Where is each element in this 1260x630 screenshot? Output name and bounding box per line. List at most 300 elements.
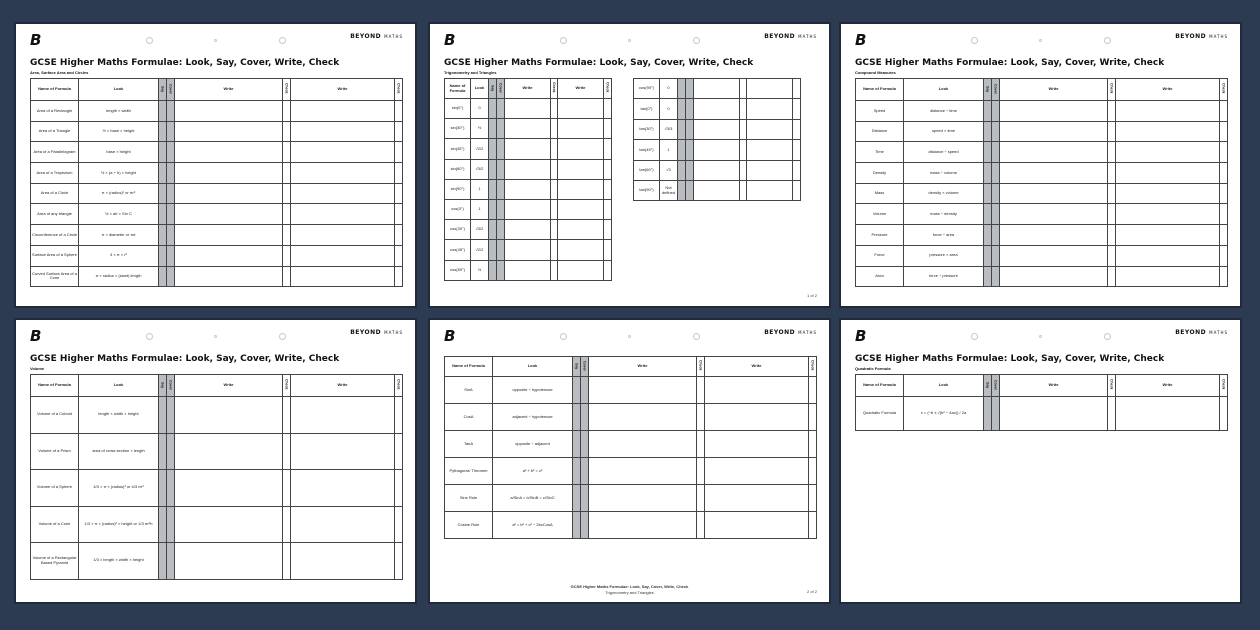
check-cell[interactable]	[697, 377, 705, 404]
write-cell-2[interactable]	[291, 245, 395, 266]
check-cell[interactable]	[551, 99, 558, 119]
brand-name: BEYOND	[1175, 329, 1207, 336]
header-say	[489, 79, 497, 99]
check-cell[interactable]	[1108, 204, 1116, 225]
write-cell[interactable]	[175, 163, 283, 184]
header-say-label: Say	[160, 381, 165, 388]
check-cell-2[interactable]	[1220, 121, 1228, 142]
check-cell-2[interactable]	[1220, 163, 1228, 184]
formula-name: Pressure	[856, 225, 904, 246]
write-cell-2[interactable]	[291, 101, 395, 122]
write-cell-2[interactable]	[705, 458, 809, 485]
check-cell[interactable]	[551, 159, 558, 179]
check-cell-2[interactable]	[1220, 204, 1228, 225]
write-cell-2[interactable]	[747, 140, 793, 160]
check-cell-2[interactable]	[1220, 225, 1228, 246]
header-check-2	[395, 375, 403, 397]
formula-look: π × diameter or πd	[79, 225, 159, 246]
check-cell-2[interactable]	[395, 397, 403, 434]
say-cell	[573, 485, 581, 512]
write-cell[interactable]	[1000, 121, 1108, 142]
check-cell-2[interactable]	[604, 119, 612, 139]
header-name	[856, 375, 904, 397]
formula-name: cos(30°)	[445, 220, 471, 240]
header-check-2-label: Check	[1221, 83, 1226, 94]
check-cell-2[interactable]	[793, 160, 801, 180]
header-write-label: Write	[1048, 382, 1059, 388]
write-cell[interactable]	[589, 404, 697, 431]
formula-name: cos(45°)	[445, 240, 471, 260]
write-cell[interactable]	[694, 79, 740, 99]
write-cell[interactable]	[694, 160, 740, 180]
header-name-label: Name of Formula	[863, 86, 896, 92]
write-cell[interactable]	[694, 140, 740, 160]
check-cell[interactable]	[283, 163, 291, 184]
check-cell-2[interactable]	[604, 260, 612, 280]
write-cell-2[interactable]	[1116, 245, 1220, 266]
write-cell-2[interactable]	[558, 220, 604, 240]
page-number: 1 of 2	[806, 293, 817, 298]
formula-look: base × height	[79, 142, 159, 163]
table-header-row	[445, 357, 817, 377]
check-cell-2[interactable]	[1220, 183, 1228, 204]
check-cell-2[interactable]	[1220, 142, 1228, 163]
formula-look: distance ÷ time	[904, 101, 984, 122]
write-cell[interactable]	[175, 506, 283, 543]
footer-title: GCSE Higher Maths Formulae: Look, Say, Cover, Write, Check	[570, 584, 689, 589]
formula-look: 0	[660, 79, 678, 99]
formula-name: Pythagoras' Theorem	[445, 458, 493, 485]
write-cell[interactable]	[589, 377, 697, 404]
write-cell[interactable]	[175, 225, 283, 246]
say-cell	[984, 101, 992, 122]
formula-look: ½ × ab × Sin C	[79, 204, 159, 225]
header-look-label: Look	[113, 382, 124, 388]
check-cell[interactable]	[1108, 397, 1116, 431]
header-cover-label: Cover	[168, 379, 173, 390]
check-cell-2[interactable]	[809, 512, 817, 539]
write-cell[interactable]	[505, 139, 551, 159]
cover-cell	[497, 99, 505, 119]
write-cell[interactable]	[175, 543, 283, 580]
write-cell-2[interactable]	[1116, 163, 1220, 184]
check-cell-2[interactable]	[809, 377, 817, 404]
header-look	[79, 375, 159, 397]
write-cell-2[interactable]	[558, 139, 604, 159]
cover-cell	[992, 204, 1000, 225]
formula-name: Area of a Triangle	[31, 121, 79, 142]
formula-look: opposite ÷ adjacent	[493, 431, 573, 458]
check-cell[interactable]	[551, 220, 558, 240]
check-cell-2[interactable]	[793, 180, 801, 200]
formula-name: sin(0°)	[445, 99, 471, 119]
write-cell[interactable]	[175, 101, 283, 122]
punch-hole	[146, 37, 153, 44]
cover-cell	[497, 199, 505, 219]
write-cell-2[interactable]	[291, 266, 395, 287]
table-header-row	[31, 375, 403, 397]
write-cell-2[interactable]	[747, 99, 793, 119]
table-row	[445, 159, 612, 179]
check-cell[interactable]	[283, 121, 291, 142]
header-write-2	[558, 79, 604, 99]
write-cell-2[interactable]	[1116, 397, 1220, 431]
table-row	[856, 245, 1228, 266]
say-cell	[984, 266, 992, 287]
check-cell-2[interactable]	[793, 79, 801, 99]
table-row	[634, 180, 801, 200]
cover-cell	[167, 183, 175, 204]
check-cell-2[interactable]	[395, 266, 403, 287]
check-cell-2[interactable]	[604, 159, 612, 179]
table-row	[445, 139, 612, 159]
check-cell[interactable]	[283, 204, 291, 225]
section-subtitle: Area, Surface Area and Circles	[30, 70, 89, 75]
check-cell-2[interactable]	[604, 179, 612, 199]
formula-look: force ÷ area	[904, 225, 984, 246]
formula-table	[855, 374, 1228, 431]
check-cell[interactable]	[740, 160, 747, 180]
write-cell[interactable]	[589, 512, 697, 539]
check-cell[interactable]	[283, 142, 291, 163]
check-cell[interactable]	[283, 245, 291, 266]
cover-cell	[581, 458, 589, 485]
check-cell-2[interactable]	[1220, 101, 1228, 122]
cover-cell	[497, 139, 505, 159]
check-cell-2[interactable]	[1220, 397, 1228, 431]
write-cell[interactable]	[175, 121, 283, 142]
logo-icon: B	[855, 327, 867, 345]
cover-cell	[992, 266, 1000, 287]
brand-tag: MATHS	[1209, 34, 1228, 39]
formula-look: Not defined	[660, 180, 678, 200]
header-check-2-label: Check	[810, 360, 815, 371]
check-cell[interactable]	[283, 543, 291, 580]
formula-name: Volume	[856, 204, 904, 225]
check-cell[interactable]	[1108, 266, 1116, 287]
brand-name: BEYOND	[1175, 33, 1207, 40]
check-cell[interactable]	[740, 180, 747, 200]
cover-cell	[686, 180, 694, 200]
write-cell-2[interactable]	[747, 180, 793, 200]
check-cell[interactable]	[283, 433, 291, 470]
write-cell-2[interactable]	[291, 225, 395, 246]
formula-look: 1	[660, 140, 678, 160]
check-cell-2[interactable]	[604, 99, 612, 119]
brand-tag: MATHS	[384, 330, 403, 335]
formula-look: opposite ÷ hypotenuse	[493, 377, 573, 404]
formula-name: TanA	[445, 431, 493, 458]
check-cell-2[interactable]	[395, 433, 403, 470]
check-cell-2[interactable]	[395, 183, 403, 204]
header-cover	[497, 79, 505, 99]
table-row	[634, 140, 801, 160]
check-cell[interactable]	[697, 485, 705, 512]
write-cell[interactable]	[1000, 142, 1108, 163]
check-cell-2[interactable]	[809, 431, 817, 458]
formula-look: ½	[471, 119, 489, 139]
write-cell-2[interactable]	[705, 485, 809, 512]
check-cell-2[interactable]	[793, 140, 801, 160]
write-cell[interactable]	[694, 180, 740, 200]
header-cover-label: Cover	[168, 83, 173, 94]
write-cell[interactable]	[1000, 183, 1108, 204]
header-name	[856, 79, 904, 101]
write-cell[interactable]	[694, 99, 740, 119]
header-check-2	[1220, 79, 1228, 101]
formula-look: mass ÷ volume	[904, 163, 984, 184]
check-cell-2[interactable]	[395, 204, 403, 225]
header-write-2-label: Write	[337, 86, 348, 92]
check-cell-2[interactable]	[809, 485, 817, 512]
check-cell-2[interactable]	[793, 119, 801, 139]
write-cell-2[interactable]	[705, 512, 809, 539]
cover-cell	[167, 470, 175, 507]
formula-look: pressure × area	[904, 245, 984, 266]
cover-cell	[686, 79, 694, 99]
write-cell[interactable]	[1000, 397, 1108, 431]
cover-cell	[167, 506, 175, 543]
table-header-row	[31, 79, 403, 101]
header-say-label: Say	[490, 84, 495, 91]
say-cell	[489, 240, 497, 260]
write-cell[interactable]	[589, 431, 697, 458]
brand-name: BEYOND	[764, 329, 796, 336]
write-cell-2[interactable]	[558, 159, 604, 179]
check-cell-2[interactable]	[395, 101, 403, 122]
write-cell[interactable]	[505, 119, 551, 139]
write-cell-2[interactable]	[747, 119, 793, 139]
write-cell-2[interactable]	[291, 163, 395, 184]
write-cell-2[interactable]	[1116, 225, 1220, 246]
worksheet-5	[428, 318, 831, 604]
header-write-2-label: Write	[1162, 382, 1173, 388]
header-say	[984, 375, 992, 397]
check-cell-2[interactable]	[395, 163, 403, 184]
punch-hole	[560, 37, 567, 44]
header-look-label: Look	[938, 382, 949, 388]
check-cell-2[interactable]	[604, 199, 612, 219]
check-cell-2[interactable]	[604, 240, 612, 260]
write-cell-2[interactable]	[558, 199, 604, 219]
check-cell-2[interactable]	[395, 470, 403, 507]
header-check-2-label: Check	[396, 379, 401, 390]
formula-look: √2/2	[471, 240, 489, 260]
header-look	[904, 79, 984, 101]
say-cell	[159, 470, 167, 507]
write-cell[interactable]	[1000, 163, 1108, 184]
check-cell-2[interactable]	[1220, 266, 1228, 287]
check-cell-2[interactable]	[395, 225, 403, 246]
write-cell[interactable]	[1000, 225, 1108, 246]
cover-cell	[581, 377, 589, 404]
header-check-2-label: Check	[605, 82, 610, 93]
formula-name: cos(0°)	[445, 199, 471, 219]
check-cell[interactable]	[697, 404, 705, 431]
formula-look: a² + b² = c²	[493, 458, 573, 485]
write-cell-2[interactable]	[705, 431, 809, 458]
check-cell[interactable]	[697, 512, 705, 539]
write-cell[interactable]	[1000, 204, 1108, 225]
write-cell-2[interactable]	[705, 404, 809, 431]
check-cell-2[interactable]	[604, 220, 612, 240]
check-cell[interactable]	[697, 458, 705, 485]
write-cell[interactable]	[505, 220, 551, 240]
check-cell[interactable]	[283, 397, 291, 434]
formula-name: Density	[856, 163, 904, 184]
header-write-label: Write	[637, 363, 648, 369]
check-cell[interactable]	[1108, 245, 1116, 266]
check-cell[interactable]	[283, 506, 291, 543]
check-cell[interactable]	[551, 260, 558, 280]
write-cell[interactable]	[175, 204, 283, 225]
write-cell-2[interactable]	[1116, 121, 1220, 142]
worksheet-6	[839, 318, 1242, 604]
write-cell-2[interactable]	[747, 160, 793, 180]
cover-cell	[167, 101, 175, 122]
write-cell[interactable]	[505, 260, 551, 280]
write-cell-2[interactable]	[558, 99, 604, 119]
formula-look: x = (−b ± √(b² − 4ac)) / 2a	[904, 397, 984, 431]
check-cell-2[interactable]	[395, 142, 403, 163]
check-cell[interactable]	[1108, 163, 1116, 184]
cover-cell	[167, 266, 175, 287]
header-write	[1000, 375, 1108, 397]
check-cell[interactable]	[1108, 183, 1116, 204]
check-cell[interactable]	[551, 199, 558, 219]
write-cell-2[interactable]	[291, 142, 395, 163]
check-cell-2[interactable]	[395, 121, 403, 142]
write-cell-2[interactable]	[1116, 142, 1220, 163]
formula-look: distance ÷ speed	[904, 142, 984, 163]
check-cell[interactable]	[740, 99, 747, 119]
table-row	[31, 470, 403, 507]
write-cell[interactable]	[175, 470, 283, 507]
write-cell-2[interactable]	[291, 433, 395, 470]
check-cell-2[interactable]	[809, 458, 817, 485]
say-cell	[678, 99, 686, 119]
check-cell-2[interactable]	[809, 404, 817, 431]
say-cell	[984, 245, 992, 266]
write-cell-2[interactable]	[558, 240, 604, 260]
write-cell-2[interactable]	[291, 183, 395, 204]
write-cell[interactable]	[505, 159, 551, 179]
write-cell[interactable]	[1000, 266, 1108, 287]
check-cell[interactable]	[1108, 101, 1116, 122]
check-cell[interactable]	[740, 79, 747, 99]
formula-name: sin(60°)	[445, 159, 471, 179]
section-subtitle: Compound Measures	[855, 70, 896, 75]
check-cell[interactable]	[283, 101, 291, 122]
table-row	[445, 240, 612, 260]
write-cell-2[interactable]	[291, 543, 395, 580]
write-cell[interactable]	[175, 142, 283, 163]
brand-wordmark	[1175, 33, 1228, 40]
write-cell-2[interactable]	[291, 204, 395, 225]
table-row	[445, 512, 817, 539]
write-cell-2[interactable]	[291, 121, 395, 142]
check-cell-2[interactable]	[395, 245, 403, 266]
formula-look: √3/2	[471, 220, 489, 240]
header-check	[551, 79, 558, 99]
brand-wordmark	[1175, 329, 1228, 336]
check-cell[interactable]	[283, 183, 291, 204]
check-cell[interactable]	[283, 470, 291, 507]
write-cell-2[interactable]	[747, 79, 793, 99]
check-cell[interactable]	[551, 179, 558, 199]
check-cell[interactable]	[740, 119, 747, 139]
check-cell[interactable]	[283, 225, 291, 246]
check-cell-2[interactable]	[395, 543, 403, 580]
write-cell[interactable]	[175, 266, 283, 287]
header-write-2-label: Write	[1162, 86, 1173, 92]
check-cell[interactable]	[551, 240, 558, 260]
write-cell[interactable]	[505, 199, 551, 219]
cover-cell	[992, 245, 1000, 266]
header-write-2-label: Write	[337, 382, 348, 388]
check-cell[interactable]	[551, 139, 558, 159]
write-cell[interactable]	[505, 240, 551, 260]
say-cell	[159, 142, 167, 163]
write-cell[interactable]	[1000, 101, 1108, 122]
punch-hole	[693, 333, 700, 340]
write-cell[interactable]	[175, 183, 283, 204]
write-cell-2[interactable]	[1116, 101, 1220, 122]
check-cell-2[interactable]	[793, 99, 801, 119]
write-cell[interactable]	[175, 433, 283, 470]
worksheet-3	[839, 22, 1242, 308]
write-cell-2[interactable]	[1116, 183, 1220, 204]
write-cell-2[interactable]	[1116, 204, 1220, 225]
check-cell[interactable]	[1108, 142, 1116, 163]
write-cell[interactable]	[505, 179, 551, 199]
logo-icon: B	[855, 31, 867, 49]
brand-tag: MATHS	[1209, 330, 1228, 335]
write-cell[interactable]	[589, 458, 697, 485]
header-check-label: Check	[284, 379, 289, 390]
write-cell[interactable]	[175, 397, 283, 434]
say-cell	[159, 204, 167, 225]
check-cell[interactable]	[1108, 225, 1116, 246]
write-cell[interactable]	[505, 99, 551, 119]
say-cell	[489, 179, 497, 199]
write-cell-2[interactable]	[558, 119, 604, 139]
write-cell[interactable]	[694, 119, 740, 139]
check-cell-2[interactable]	[395, 506, 403, 543]
check-cell[interactable]	[740, 140, 747, 160]
check-cell-2[interactable]	[1220, 245, 1228, 266]
write-cell[interactable]	[1000, 245, 1108, 266]
check-cell[interactable]	[551, 119, 558, 139]
write-cell-2[interactable]	[291, 470, 395, 507]
formula-look: adjacent ÷ hypotenuse	[493, 404, 573, 431]
check-cell-2[interactable]	[604, 139, 612, 159]
table-row	[856, 163, 1228, 184]
write-cell-2[interactable]	[558, 179, 604, 199]
check-cell[interactable]	[1108, 121, 1116, 142]
write-cell-2[interactable]	[558, 260, 604, 280]
write-cell[interactable]	[175, 245, 283, 266]
write-cell-2[interactable]	[291, 397, 395, 434]
check-cell[interactable]	[283, 266, 291, 287]
write-cell[interactable]	[589, 485, 697, 512]
check-cell[interactable]	[697, 431, 705, 458]
table-row	[31, 142, 403, 163]
header-look	[493, 357, 573, 377]
write-cell-2[interactable]	[291, 506, 395, 543]
write-cell-2[interactable]	[705, 377, 809, 404]
write-cell-2[interactable]	[1116, 266, 1220, 287]
